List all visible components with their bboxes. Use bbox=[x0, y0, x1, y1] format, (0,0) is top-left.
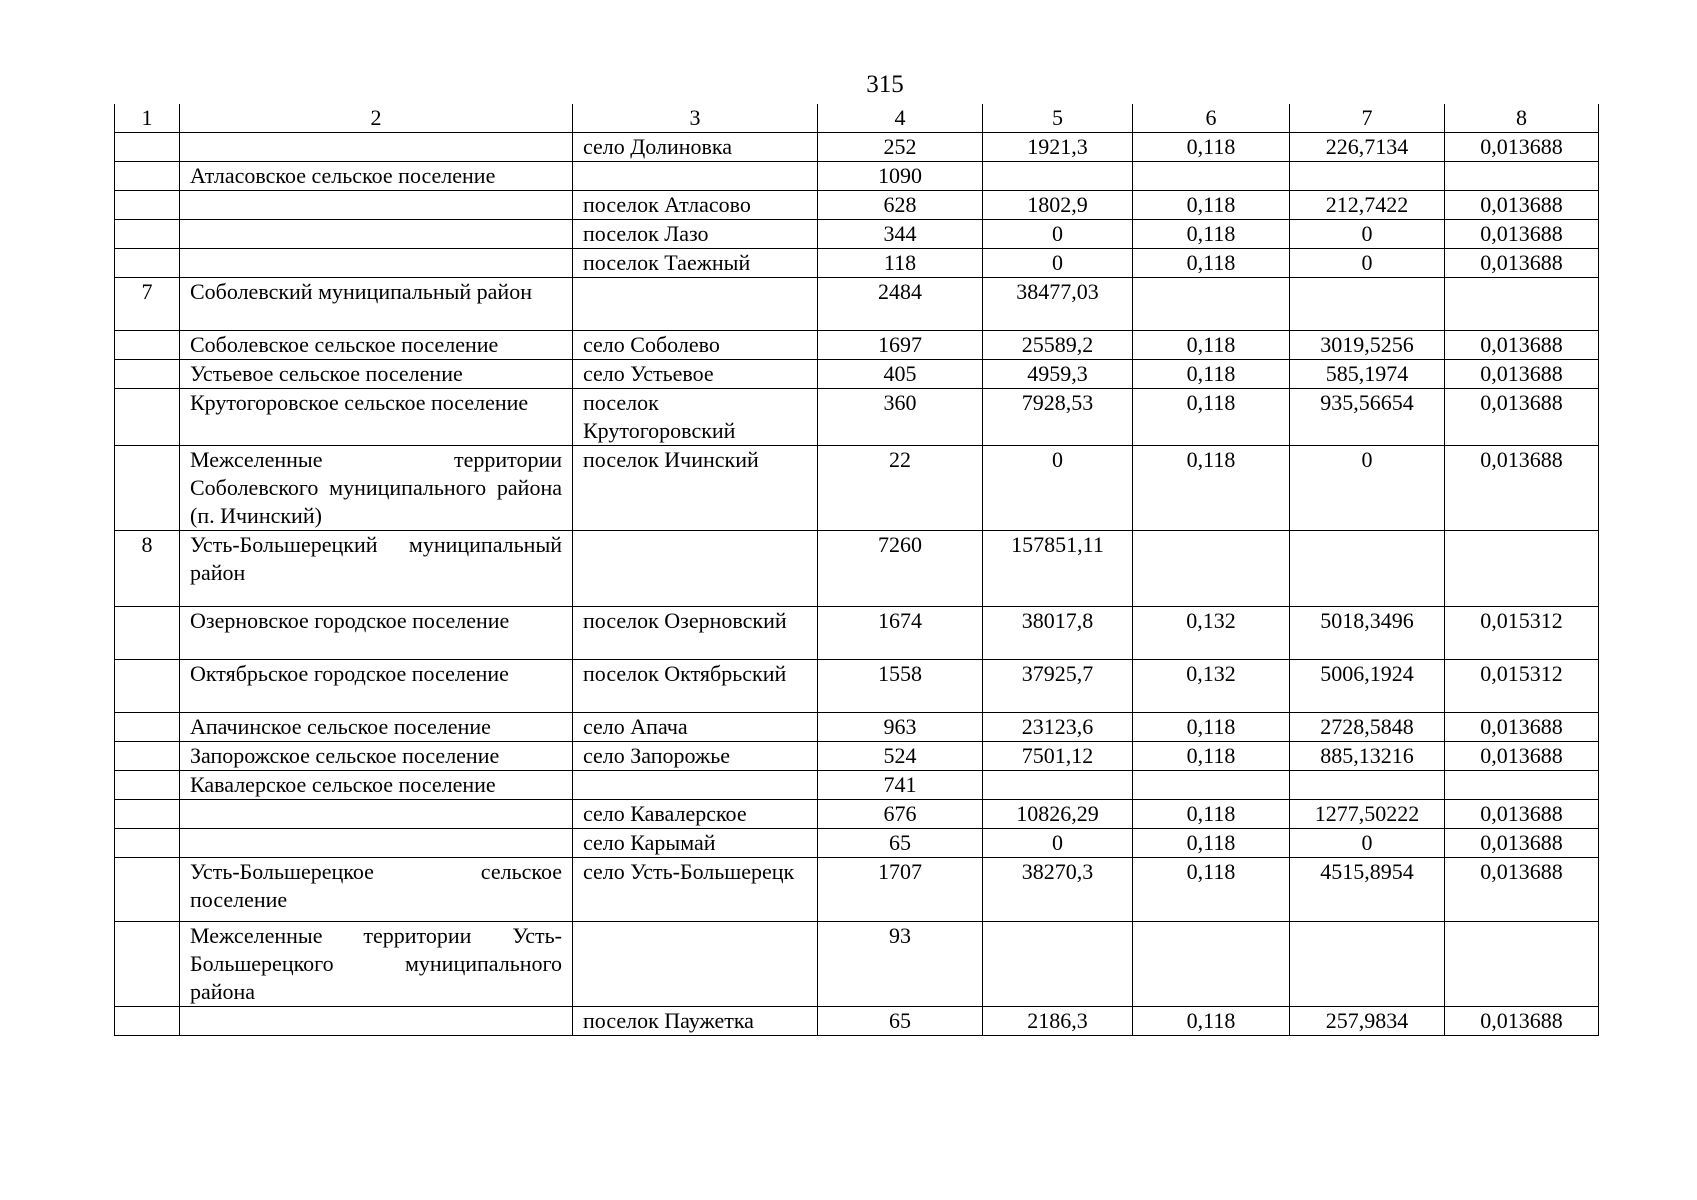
column-header: 3 bbox=[573, 104, 818, 133]
row-number-cell bbox=[115, 922, 180, 1007]
row-number-cell bbox=[115, 1007, 180, 1036]
column-5-value-cell: 0 bbox=[983, 446, 1133, 531]
column-header: 1 bbox=[115, 104, 180, 133]
table-row bbox=[115, 858, 1599, 922]
municipality-cell: Озерновское городское поселение bbox=[180, 607, 573, 660]
column-5-value-cell: 25589,2 bbox=[983, 331, 1133, 360]
row-number-cell bbox=[115, 660, 180, 713]
table-row bbox=[115, 713, 1599, 742]
row-number-cell bbox=[115, 607, 180, 660]
population-cell: 1674 bbox=[818, 607, 983, 660]
rate-cell: 0,013688 bbox=[1445, 389, 1599, 446]
municipality-cell: Соболевский муниципальный район bbox=[180, 278, 573, 331]
row-number-cell bbox=[115, 249, 180, 278]
coefficient-cell: 0,118 bbox=[1133, 220, 1290, 249]
table-row bbox=[115, 389, 1599, 446]
settlement-cell: село Соболево bbox=[573, 331, 818, 360]
coefficient-cell bbox=[1133, 278, 1290, 331]
settlement-cell bbox=[573, 162, 818, 191]
row-number-cell: 8 bbox=[115, 531, 180, 607]
municipality-cell: Усть-Большерецкий муниципальный район bbox=[180, 531, 573, 607]
table-row bbox=[115, 162, 1599, 191]
rate-cell: 0,013688 bbox=[1445, 249, 1599, 278]
column-5-value-cell: 38270,3 bbox=[983, 858, 1133, 922]
column-header: 5 bbox=[983, 104, 1133, 133]
settlement-cell: село Кавалерское bbox=[573, 800, 818, 829]
coefficient-cell: 0,118 bbox=[1133, 858, 1290, 922]
table-row bbox=[115, 446, 1599, 531]
table-row bbox=[115, 278, 1599, 331]
table-header-row bbox=[115, 104, 1599, 133]
population-cell: 65 bbox=[818, 1007, 983, 1036]
table-row bbox=[115, 800, 1599, 829]
column-header: 6 bbox=[1133, 104, 1290, 133]
column-7-value-cell: 585,1974 bbox=[1290, 360, 1445, 389]
rate-cell: 0,013688 bbox=[1445, 829, 1599, 858]
population-cell: 1558 bbox=[818, 660, 983, 713]
column-5-value-cell: 7928,53 bbox=[983, 389, 1133, 446]
population-cell: 963 bbox=[818, 713, 983, 742]
row-number-cell bbox=[115, 133, 180, 162]
settlement-cell: поселок Атласово bbox=[573, 191, 818, 220]
municipality-cell: Межселенные территории Соболевского муниципального района (п. Ичинский) bbox=[180, 446, 573, 531]
population-cell: 22 bbox=[818, 446, 983, 531]
rate-cell: 0,015312 bbox=[1445, 660, 1599, 713]
column-5-value-cell: 2186,3 bbox=[983, 1007, 1133, 1036]
column-7-value-cell: 5018,3496 bbox=[1290, 607, 1445, 660]
population-cell: 252 bbox=[818, 133, 983, 162]
column-7-value-cell: 226,7134 bbox=[1290, 133, 1445, 162]
settlement-cell: поселок Октябрьский bbox=[573, 660, 818, 713]
rate-cell: 0,013688 bbox=[1445, 800, 1599, 829]
coefficient-cell: 0,118 bbox=[1133, 1007, 1290, 1036]
column-7-value-cell: 3019,5256 bbox=[1290, 331, 1445, 360]
row-number-cell bbox=[115, 800, 180, 829]
table-row bbox=[115, 829, 1599, 858]
rate-cell: 0,013688 bbox=[1445, 220, 1599, 249]
population-cell: 2484 bbox=[818, 278, 983, 331]
column-7-value-cell: 212,7422 bbox=[1290, 191, 1445, 220]
column-5-value-cell bbox=[983, 162, 1133, 191]
rate-cell: 0,013688 bbox=[1445, 713, 1599, 742]
municipality-cell: Апачинское сельское поселение bbox=[180, 713, 573, 742]
rate-cell: 0,013688 bbox=[1445, 446, 1599, 531]
row-number-cell bbox=[115, 191, 180, 220]
table-row bbox=[115, 191, 1599, 220]
settlement-cell: поселок Лазо bbox=[573, 220, 818, 249]
column-header: 7 bbox=[1290, 104, 1445, 133]
population-cell: 65 bbox=[818, 829, 983, 858]
column-7-value-cell: 0 bbox=[1290, 249, 1445, 278]
coefficient-cell: 0,132 bbox=[1133, 660, 1290, 713]
rate-cell: 0,013688 bbox=[1445, 1007, 1599, 1036]
column-7-value-cell: 885,13216 bbox=[1290, 742, 1445, 771]
rate-cell: 0,013688 bbox=[1445, 331, 1599, 360]
coefficient-cell: 0,118 bbox=[1133, 249, 1290, 278]
table-row bbox=[115, 771, 1599, 800]
rate-cell: 0,013688 bbox=[1445, 360, 1599, 389]
settlement-cell: поселок Озерновский bbox=[573, 607, 818, 660]
population-cell: 118 bbox=[818, 249, 983, 278]
rate-cell bbox=[1445, 922, 1599, 1007]
column-7-value-cell: 1277,50222 bbox=[1290, 800, 1445, 829]
page-number: 315 bbox=[866, 71, 904, 98]
municipality-cell bbox=[180, 800, 573, 829]
coefficient-cell: 0,118 bbox=[1133, 713, 1290, 742]
column-header: 4 bbox=[818, 104, 983, 133]
table-row bbox=[115, 249, 1599, 278]
municipality-cell: Кавалерское сельское поселение bbox=[180, 771, 573, 800]
population-cell: 1707 bbox=[818, 858, 983, 922]
rate-cell: 0,013688 bbox=[1445, 191, 1599, 220]
coefficient-cell bbox=[1133, 531, 1290, 607]
municipality-cell bbox=[180, 133, 573, 162]
rate-cell bbox=[1445, 531, 1599, 607]
column-5-value-cell: 10826,29 bbox=[983, 800, 1133, 829]
column-header: 2 bbox=[180, 104, 573, 133]
population-cell: 741 bbox=[818, 771, 983, 800]
column-7-value-cell: 935,56654 bbox=[1290, 389, 1445, 446]
rate-cell bbox=[1445, 162, 1599, 191]
coefficient-cell: 0,118 bbox=[1133, 446, 1290, 531]
column-7-value-cell bbox=[1290, 771, 1445, 800]
coefficient-cell bbox=[1133, 922, 1290, 1007]
settlement-cell: поселок Таежный bbox=[573, 249, 818, 278]
municipality-cell: Атласовское сельское поселение bbox=[180, 162, 573, 191]
column-5-value-cell: 0 bbox=[983, 829, 1133, 858]
rate-cell: 0,013688 bbox=[1445, 133, 1599, 162]
row-number-cell bbox=[115, 220, 180, 249]
coefficient-cell: 0,118 bbox=[1133, 742, 1290, 771]
municipality-cell: Межселенные территории Усть-Большерецкого муниципального района bbox=[180, 922, 573, 1007]
coefficient-cell: 0,118 bbox=[1133, 331, 1290, 360]
row-number-cell bbox=[115, 360, 180, 389]
column-7-value-cell: 0 bbox=[1290, 829, 1445, 858]
coefficient-cell: 0,118 bbox=[1133, 360, 1290, 389]
coefficient-cell bbox=[1133, 162, 1290, 191]
coefficient-cell: 0,118 bbox=[1133, 829, 1290, 858]
table-row bbox=[115, 331, 1599, 360]
column-7-value-cell bbox=[1290, 531, 1445, 607]
column-7-value-cell bbox=[1290, 162, 1445, 191]
column-7-value-cell bbox=[1290, 278, 1445, 331]
municipality-cell bbox=[180, 249, 573, 278]
population-cell: 1090 bbox=[818, 162, 983, 191]
population-cell: 628 bbox=[818, 191, 983, 220]
table-row bbox=[115, 922, 1599, 1007]
population-cell: 93 bbox=[818, 922, 983, 1007]
settlement-cell: село Запорожье bbox=[573, 742, 818, 771]
column-7-value-cell: 257,9834 bbox=[1290, 1007, 1445, 1036]
column-5-value-cell: 23123,6 bbox=[983, 713, 1133, 742]
settlement-cell: поселок Крутогоровский bbox=[573, 389, 818, 446]
table-row bbox=[115, 133, 1599, 162]
column-5-value-cell: 37925,7 bbox=[983, 660, 1133, 713]
row-number-cell bbox=[115, 829, 180, 858]
row-number-cell bbox=[115, 742, 180, 771]
settlement-cell: село Карымай bbox=[573, 829, 818, 858]
settlement-cell: село Долиновка bbox=[573, 133, 818, 162]
row-number-cell bbox=[115, 446, 180, 531]
column-5-value-cell: 4959,3 bbox=[983, 360, 1133, 389]
municipality-cell: Соболевское сельское поселение bbox=[180, 331, 573, 360]
municipality-cell bbox=[180, 191, 573, 220]
column-7-value-cell: 0 bbox=[1290, 446, 1445, 531]
municipality-cell: Октябрьское городское поселение bbox=[180, 660, 573, 713]
municipality-cell: Крутогоровское сельское поселение bbox=[180, 389, 573, 446]
data-table bbox=[114, 104, 1599, 1036]
row-number-cell bbox=[115, 389, 180, 446]
column-7-value-cell bbox=[1290, 922, 1445, 1007]
column-5-value-cell: 38477,03 bbox=[983, 278, 1133, 331]
municipality-cell bbox=[180, 1007, 573, 1036]
column-5-value-cell: 38017,8 bbox=[983, 607, 1133, 660]
table-row bbox=[115, 531, 1599, 607]
settlement-cell: село Апача bbox=[573, 713, 818, 742]
column-7-value-cell: 2728,5848 bbox=[1290, 713, 1445, 742]
settlement-cell: поселок Паужетка bbox=[573, 1007, 818, 1036]
row-number-cell bbox=[115, 771, 180, 800]
population-cell: 7260 bbox=[818, 531, 983, 607]
population-cell: 1697 bbox=[818, 331, 983, 360]
coefficient-cell: 0,118 bbox=[1133, 800, 1290, 829]
settlement-cell: село Устьевое bbox=[573, 360, 818, 389]
row-number-cell bbox=[115, 713, 180, 742]
column-5-value-cell bbox=[983, 771, 1133, 800]
table-row bbox=[115, 742, 1599, 771]
row-number-cell bbox=[115, 331, 180, 360]
column-5-value-cell bbox=[983, 922, 1133, 1007]
column-7-value-cell: 5006,1924 bbox=[1290, 660, 1445, 713]
coefficient-cell: 0,132 bbox=[1133, 607, 1290, 660]
settlement-cell: поселок Ичинский bbox=[573, 446, 818, 531]
population-cell: 676 bbox=[818, 800, 983, 829]
row-number-cell bbox=[115, 858, 180, 922]
column-5-value-cell: 7501,12 bbox=[983, 742, 1133, 771]
coefficient-cell: 0,118 bbox=[1133, 191, 1290, 220]
rate-cell bbox=[1445, 278, 1599, 331]
row-number-cell: 7 bbox=[115, 278, 180, 331]
rate-cell: 0,015312 bbox=[1445, 607, 1599, 660]
table-row bbox=[115, 220, 1599, 249]
municipality-cell: Запорожское сельское поселение bbox=[180, 742, 573, 771]
settlement-cell: село Усть-Большерецк bbox=[573, 858, 818, 922]
municipality-cell: Устьевое сельское поселение bbox=[180, 360, 573, 389]
population-cell: 405 bbox=[818, 360, 983, 389]
municipality-cell: Усть-Большерецкое сельское поселение bbox=[180, 858, 573, 922]
table-row bbox=[115, 660, 1599, 713]
municipality-cell bbox=[180, 220, 573, 249]
rate-cell bbox=[1445, 771, 1599, 800]
column-header: 8 bbox=[1445, 104, 1599, 133]
column-5-value-cell: 0 bbox=[983, 220, 1133, 249]
population-cell: 344 bbox=[818, 220, 983, 249]
population-cell: 524 bbox=[818, 742, 983, 771]
municipality-cell bbox=[180, 829, 573, 858]
coefficient-cell bbox=[1133, 771, 1290, 800]
column-5-value-cell: 1921,3 bbox=[983, 133, 1133, 162]
column-7-value-cell: 0 bbox=[1290, 220, 1445, 249]
row-number-cell bbox=[115, 162, 180, 191]
column-5-value-cell: 157851,11 bbox=[983, 531, 1133, 607]
coefficient-cell: 0,118 bbox=[1133, 133, 1290, 162]
coefficient-cell: 0,118 bbox=[1133, 389, 1290, 446]
column-5-value-cell: 0 bbox=[983, 249, 1133, 278]
settlement-cell bbox=[573, 922, 818, 1007]
column-5-value-cell: 1802,9 bbox=[983, 191, 1133, 220]
column-7-value-cell: 4515,8954 bbox=[1290, 858, 1445, 922]
population-cell: 360 bbox=[818, 389, 983, 446]
table-row bbox=[115, 360, 1599, 389]
rate-cell: 0,013688 bbox=[1445, 742, 1599, 771]
settlement-cell bbox=[573, 278, 818, 331]
settlement-cell bbox=[573, 771, 818, 800]
rate-cell: 0,013688 bbox=[1445, 858, 1599, 922]
settlement-cell bbox=[573, 531, 818, 607]
table-row bbox=[115, 1007, 1599, 1036]
table-row bbox=[115, 607, 1599, 660]
